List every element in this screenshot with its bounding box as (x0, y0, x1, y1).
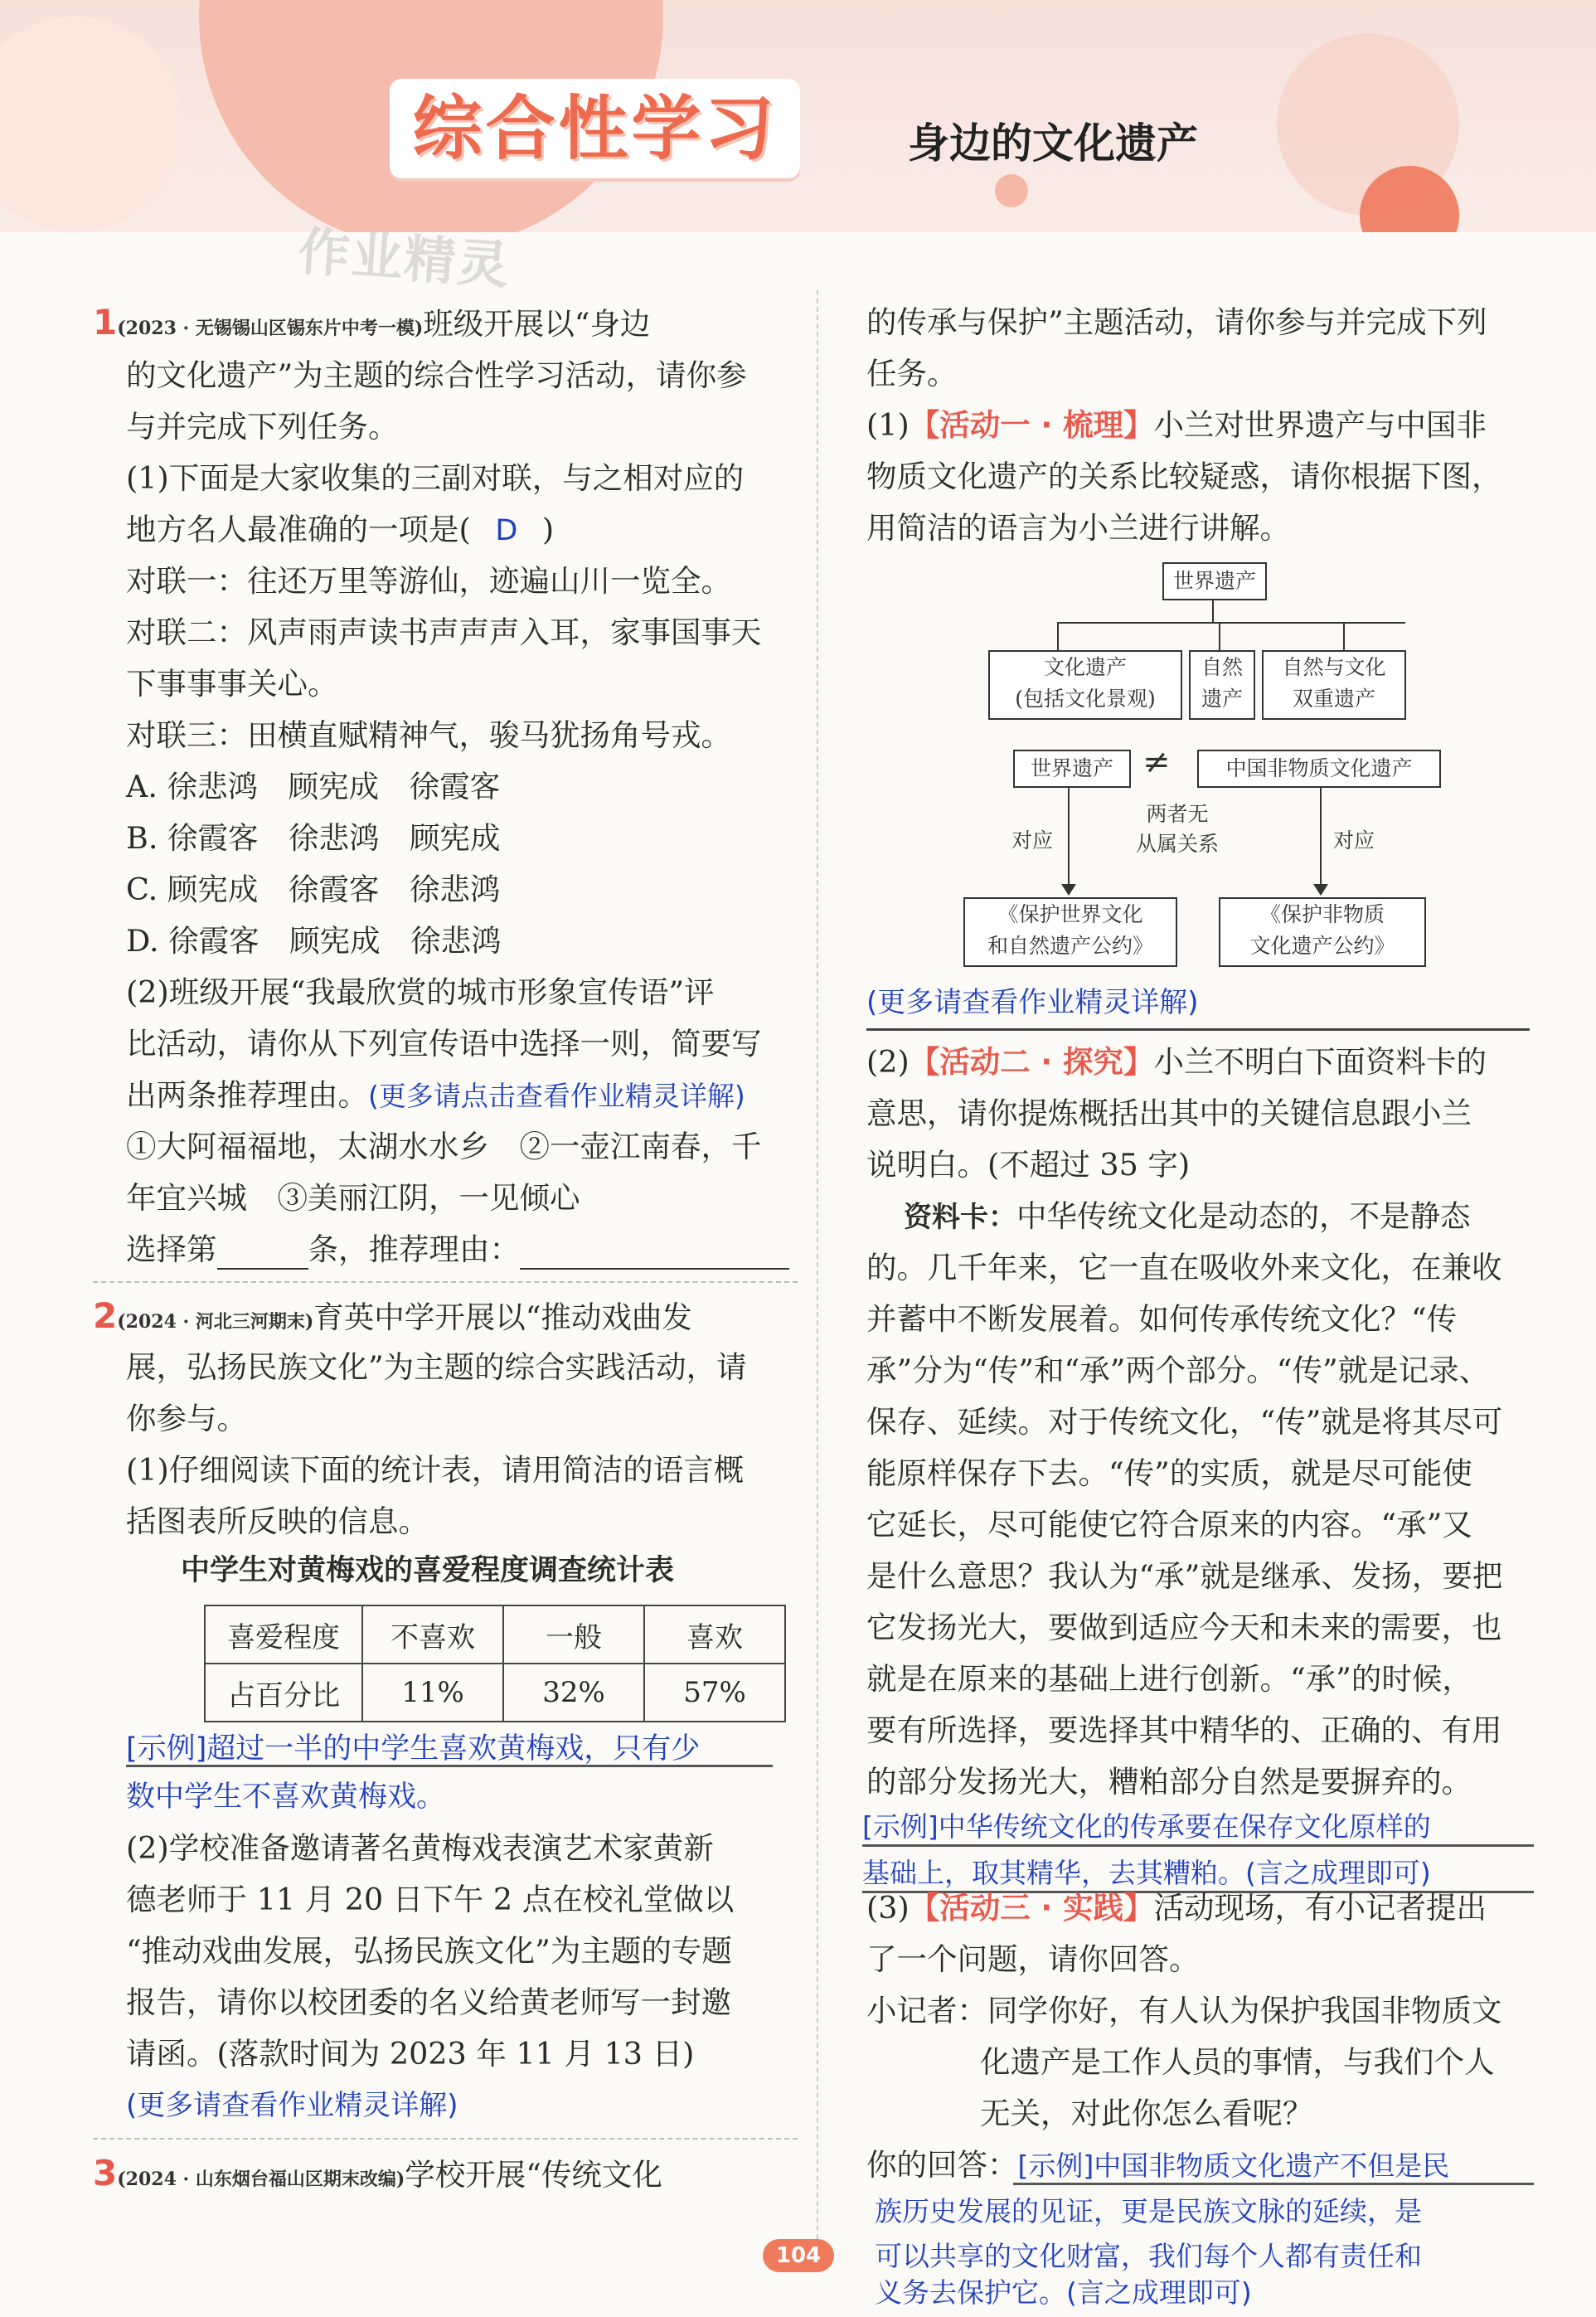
q3-intro: 学校开展“传统文化 (405, 2157, 662, 2193)
couplet: 对联二：风声雨声读书声声声入耳，家事国事天 (126, 614, 762, 650)
answer-underline (1013, 2183, 1534, 2185)
q1-line (93, 297, 650, 354)
option-a: A. 徐悲鸿 顾宪成 徐霞客 (126, 769, 501, 804)
diagram-node-intangible: 中国非物质文化遗产 (1197, 750, 1441, 788)
activity3-line (866, 1882, 1487, 1934)
activity-text: 用简洁的语言为小兰进行讲解。 (866, 510, 1290, 546)
answer-text: [示例]中国非物质文化遗产不但是民 (1017, 2149, 1450, 2182)
reason-label: 条，推荐理由： (308, 1231, 520, 1267)
answer-line (126, 1224, 789, 1275)
answer-text: 数中学生不喜欢黄梅戏。 (126, 1780, 446, 1814)
card-text: 承”分为“传”和“承”两个部分。“传”就是记录、 (866, 1353, 1490, 1388)
divider (93, 1281, 798, 1283)
question-number: 1 (93, 302, 118, 342)
question-source: (2024 · 河北三河期末) (117, 1311, 314, 1333)
diagram-node-natural (1189, 650, 1255, 720)
not-equal-sign: ≠ (1142, 743, 1171, 781)
answer-text: 义务去保护它。(言之成理即可) (875, 2276, 1252, 2309)
diagram-line (1057, 622, 1059, 650)
activity-tag: 【活动二 · 探究】 (909, 1044, 1154, 1080)
page-header (0, 0, 1596, 232)
node-label: (包括文化景观) (1015, 687, 1156, 711)
card-text: 中华传统文化是动态的，不是静态 (1016, 1198, 1471, 1234)
q1-part1-line (126, 504, 554, 556)
blank-field[interactable] (217, 1235, 308, 1270)
answer-text: 可以共享的文化财富，我们每个人都有责任和 (875, 2240, 1422, 2272)
answer-text: 族历史发展的见证，更是民族文脉的延续，是 (875, 2195, 1422, 2227)
q2-part2: 德老师于 11 月 20 日下午 2 点在校礼堂做以 (126, 1882, 735, 1917)
diagram-node-world-heritage: 世界遗产 (1162, 562, 1267, 600)
activity-text: 小兰对世界遗产与中国非 (1153, 407, 1487, 443)
slogan: 年宜兴城 ③美丽江阴，一见倾心 (126, 1180, 580, 1216)
q1-text: 的文化遗产”为主题的综合性学习活动，请你参 (126, 357, 747, 393)
q2-text: 你参与。 (126, 1401, 247, 1436)
q1-part2: (2)班级开展“我最欣赏的城市形象宣传语”评 (126, 974, 715, 1010)
diagram-node-cultural (988, 650, 1182, 720)
couplet: 对联一：往还万里等游仙，迹遍山川一览全。 (126, 563, 731, 599)
activity1-line (866, 400, 1487, 451)
q1-part2-text: 出两条推荐理由。 (126, 1077, 368, 1113)
table-cell: 喜爱程度 (205, 1605, 362, 1664)
watermark: 作业精灵 (296, 221, 512, 296)
q1-part2: 比活动，请你从下列宣传语中选择一则，简要写 (126, 1026, 762, 1061)
table-cell: 11% (362, 1664, 503, 1722)
answer-underline (126, 1765, 773, 1767)
answer-underline (866, 1028, 1530, 1031)
q1-part1: (1)下面是大家收集的三副对联，与之相对应的 (126, 460, 745, 496)
activity-tag: 【活动一 · 梳理】 (909, 407, 1154, 443)
q2-part1: (1)仔细阅读下面的统计表，请用简洁的语言概 (126, 1452, 745, 1488)
card-text: 并蓄中不断发展着。如何传承传统文化？“传 (866, 1301, 1458, 1337)
page-number: 104 (763, 2239, 834, 2272)
diagram-node-convention-world (963, 897, 1177, 967)
question-source: (2024 · 山东烟台福山区期末改编) (117, 2169, 405, 2190)
reporter-text: 化遗产是工作人员的事情，与我们个人 (980, 2044, 1495, 2080)
page-title: 综合性学习 (412, 88, 778, 169)
heritage-diagram (978, 557, 1459, 972)
activity-tag: 【活动三 · 实践】 (909, 1890, 1154, 1926)
q2-part2: 请函。(落款时间为 2023 年 11 月 13 日) (126, 2036, 695, 2072)
question-number: 2 (93, 1295, 118, 1336)
node-label: 《保护非物质 (1259, 902, 1385, 926)
diagram-arrow (1320, 786, 1322, 889)
q3-text: 任务。 (866, 356, 958, 391)
paren-close: ) (541, 512, 555, 547)
diagram-node-mixed (1262, 650, 1406, 720)
q2-line (93, 1290, 692, 1348)
card-text: 要有所选择，要选择其中精华的、正确的、有用 (866, 1712, 1502, 1748)
activity-text: 小兰不明白下面资料卡的 (1153, 1044, 1487, 1080)
activity-text: 说明白。(不超过 35 字) (866, 1147, 1191, 1183)
question-number: 3 (93, 2153, 118, 2193)
table-title: 中学生对黄梅戏的喜爱程度调查统计表 (181, 1554, 675, 1587)
diagram-node-convention-intangible (1219, 897, 1426, 967)
page-subtitle: 身边的文化遗产 (908, 119, 1198, 168)
slogan: ①大阿福福地，太湖水水乡 ②一壶江南春，千 (126, 1129, 762, 1164)
couplet: 下事事事关心。 (126, 666, 338, 702)
table-cell: 占百分比 (205, 1664, 362, 1722)
arrow-label: 对应 (1011, 828, 1054, 852)
q3-line (93, 2148, 662, 2205)
answer-text: [示例]中华传统文化的传承要在保存文化原样的 (862, 1810, 1431, 1843)
answer-text: [示例]超过一半的中学生喜欢黄梅戏，只有少 (126, 1732, 701, 1766)
q1-part1-text: 地方名人最准确的一项是( (126, 512, 471, 547)
diagram-line (1212, 599, 1214, 622)
node-label: 自然与文化 (1282, 655, 1386, 679)
arrow-label: 对应 (1333, 828, 1375, 852)
question-source: (2023 · 无锡锡山区锡东片中考一模) (117, 318, 424, 339)
table-row (205, 1664, 785, 1722)
option-c: C. 顾宪成 徐霞客 徐悲鸿 (126, 872, 501, 907)
card-text: 的。几千年来，它一直在吸收外来文化，在兼收 (866, 1250, 1502, 1285)
card-text: 保存、延续。对于传统文化，“传”就是将其尽可 (866, 1404, 1503, 1440)
reporter-text: 无关，对此你怎么看呢？ (980, 2096, 1313, 2131)
couplet: 对联三：田横直赋精神气，骏马犹扬角号戎。 (126, 717, 731, 753)
choose-label: 选择第 (126, 1231, 217, 1267)
node-label: 《保护世界文化 (997, 902, 1143, 926)
part-number: (2) (866, 1044, 910, 1080)
q2-part2: (2)学校准备邀请著名黄梅戏表演艺术家黄新 (126, 1830, 714, 1866)
diagram-line (1219, 622, 1220, 650)
q2-text: 展，弘扬民族文化”为主题的综合实践活动，请 (126, 1349, 747, 1385)
node-label: 和自然遗产公约》 (987, 934, 1153, 958)
table-cell: 喜欢 (644, 1605, 785, 1664)
option-d: D. 徐霞客 顾宪成 徐悲鸿 (126, 923, 502, 959)
activity-text: 意思，请你提炼概括出其中的关键信息跟小兰 (866, 1095, 1472, 1131)
card-label: 资料卡： (904, 1201, 1016, 1234)
q2-part1: 括图表所反映的信息。 (126, 1503, 429, 1539)
activity-text: 了一个问题，请你回答。 (866, 1941, 1200, 1977)
arrow-head (1061, 884, 1076, 896)
activity2-line (866, 1037, 1487, 1088)
diagram-node-world-heritage-2: 世界遗产 (1013, 750, 1131, 788)
detail-link[interactable]: (更多请查看作业精灵详解) (126, 2089, 458, 2122)
table-row (205, 1605, 785, 1664)
detail-link[interactable]: (更多请点击查看作业精灵详解) (368, 1080, 745, 1112)
reporter-text: 小记者：同学你好，有人认为保护我国非物质文 (866, 1993, 1502, 2028)
q1-text: 与并完成下列任务。 (126, 409, 399, 444)
blank-field[interactable] (520, 1235, 789, 1270)
detail-link[interactable]: (更多请查看作业精灵详解) (866, 986, 1199, 1019)
activity-text: 物质文化遗产的关系比较疑惑，请你根据下图， (866, 459, 1502, 494)
node-label: 自然 (1201, 655, 1243, 679)
node-label: 双重遗产 (1292, 687, 1375, 711)
activity-text: 活动现场，有小记者提出 (1153, 1890, 1487, 1926)
card-line (904, 1191, 1471, 1243)
q1-intro: 班级开展以“身边 (423, 306, 651, 342)
node-label: 文化遗产 (1043, 655, 1127, 679)
q2-part2: “推动戏曲发展，弘扬民族文化”为主题的专题 (126, 1933, 732, 1969)
table-cell: 57% (644, 1664, 785, 1722)
card-text: 能原样保存下去。“传”的实质，就是尽可能使 (866, 1455, 1472, 1491)
table-cell: 一般 (503, 1605, 644, 1664)
card-text: 是什么意思？我认为“承”就是继承、发扬，要把 (866, 1558, 1503, 1594)
q2-part2: 报告，请你以校团委的名义给黄老师写一封邀 (126, 1984, 731, 2020)
q3-text: 的传承与保护”主题活动，请你参与并完成下列 (866, 304, 1487, 340)
q1-part2-line (126, 1070, 745, 1122)
q2-intro: 育英中学开展以“推动戏曲发 (313, 1299, 692, 1335)
node-label: 文化遗产公约》 (1249, 934, 1395, 958)
diagram-arrow (1068, 786, 1070, 889)
card-text: 的部分发扬光大，糟粕部分自然是要摒弃的。 (866, 1764, 1472, 1800)
table-cell: 不喜欢 (362, 1605, 503, 1664)
answer-underline (862, 1844, 1534, 1847)
card-text: 它发扬光大，要做到适应今天和未来的需要，也 (866, 1610, 1502, 1645)
table-cell: 32% (503, 1664, 644, 1722)
diagram-line (1343, 622, 1345, 650)
diagram-line (1057, 622, 1405, 624)
stat-table (204, 1605, 786, 1722)
diagram-relation-note (1111, 799, 1244, 859)
column-divider (817, 290, 818, 2264)
arrow-head (1313, 884, 1328, 896)
option-b: B. 徐霞客 徐悲鸿 顾宪成 (126, 820, 501, 856)
answer-text: 基础上，取其精华，去其糟粕。(言之成理即可) (862, 1857, 1431, 1889)
reply-label: 你的回答： (866, 2147, 1018, 2183)
note-label: 从属关系 (1135, 832, 1219, 856)
card-text: 它延长，尽可能使它符合原来的内容。“承”又 (866, 1507, 1472, 1542)
answer-choice: D (495, 514, 518, 547)
node-label: 遗产 (1201, 687, 1243, 711)
title-badge (390, 79, 800, 178)
part-number: (1) (866, 407, 910, 443)
note-label: 两者无 (1146, 802, 1209, 826)
part-number: (3) (866, 1890, 910, 1926)
divider (93, 2138, 798, 2140)
card-text: 就是在原来的基础上进行创新。“承”的时候， (866, 1661, 1472, 1697)
